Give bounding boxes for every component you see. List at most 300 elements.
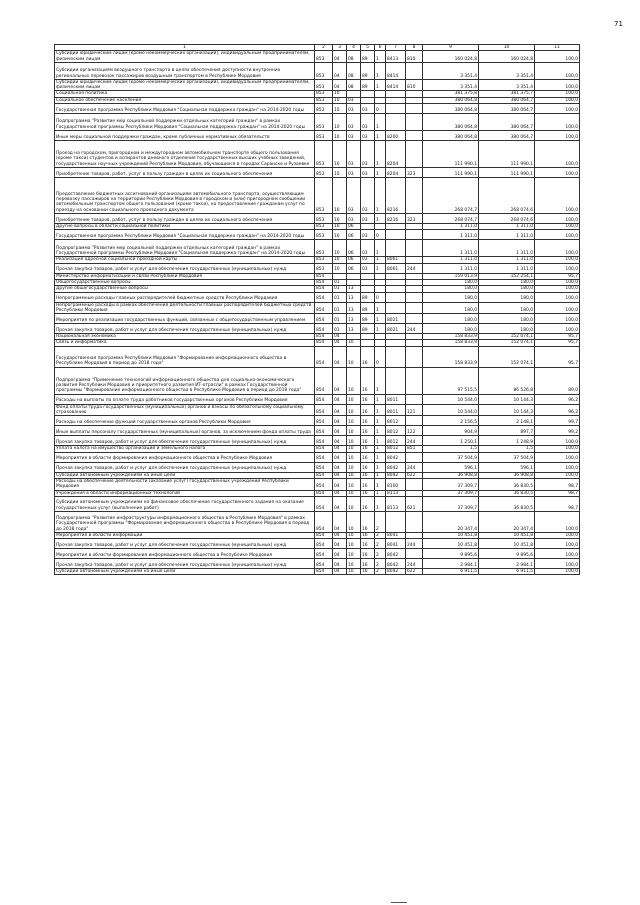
row-value-cell: 853 — [315, 257, 333, 263]
row-value-cell: 380 064,7 — [479, 104, 535, 114]
row-value-cell: 100,0 — [535, 279, 580, 285]
row-name-cell: Непрограммные расходы в рамках обеспечения деятельности главных распорядителей бюджетных средств Республики Мордовия — [55, 302, 315, 314]
row-value-cell: 158 833,9 — [423, 346, 479, 367]
column-header: 8 — [406, 45, 423, 51]
row-value-cell: 853 — [315, 62, 333, 79]
row-value-cell: 98,7 — [535, 478, 580, 490]
row-name-cell: Подпрограмма "Применение технологий информационного общества для социально-экономического развития Республики Мордовия и приоритетного развития ИТ-отрасли" в рамках Государственной программы "Формирование информационного общества в Республике Мордовия в период до 2018 года" — [55, 367, 315, 394]
row-value-cell — [406, 367, 423, 394]
row-value-cell: 100,0 — [535, 141, 580, 168]
column-header: 4 — [347, 45, 361, 51]
row-value-cell: 8042 — [386, 452, 406, 462]
row-value-cell: 8061 — [386, 263, 406, 273]
row-value-cell: 100,0 — [535, 230, 580, 240]
row-name-cell: Прочая закупка товаров, работ и услуг для обеспечения государственных (муниципальных) нужд — [55, 559, 315, 569]
row-value-cell: 8012 — [386, 436, 406, 446]
row-value-cell: 3 351,4 — [479, 62, 535, 79]
column-header: 5 — [361, 45, 375, 51]
row-name-cell: Связь и информатика — [55, 340, 315, 346]
table-row — [55, 559, 580, 569]
row-value-cell: 1 311,0 — [479, 240, 535, 257]
row-name-cell: Прочая закупка товаров, работ и услуг для обеспечения государственных (муниципальных) нужд — [55, 539, 315, 549]
row-value-cell: 244 — [406, 462, 423, 472]
row-value-cell: 01 — [333, 302, 347, 314]
row-name-cell: Иные выплаты персоналу государственных (муниципальных) органов, за исключением фонда оплаты труда — [55, 426, 315, 436]
row-value-cell: 854 — [315, 559, 333, 569]
table-row — [55, 416, 580, 426]
row-value-cell: 854 — [315, 549, 333, 559]
row-value-cell: 380 064,7 — [479, 114, 535, 131]
row-value-cell: 380 064,8 — [423, 131, 479, 141]
row-value-cell: 854 — [315, 286, 333, 292]
row-value-cell: 04 — [333, 394, 347, 404]
row-value-cell: 1 311,0 — [423, 230, 479, 240]
row-value-cell: 1 — [375, 452, 386, 462]
row-value-cell: 36 830,5 — [479, 478, 535, 490]
row-value-cell: 381 375,8 — [423, 91, 479, 97]
row-value-cell: 04 — [333, 79, 347, 91]
row-value-cell: 152 074,1 — [479, 334, 535, 340]
row-name-cell: Министерство информатизации и связи Республики Мордовия — [55, 273, 315, 279]
row-value-cell: 244 — [406, 263, 423, 273]
row-value-cell: 854 — [315, 346, 333, 367]
row-name-cell: Учреждения в области информационных технологий — [55, 490, 315, 496]
row-value-cell: 03 — [361, 230, 375, 240]
row-value-cell: 89 — [361, 51, 375, 63]
row-name-cell: Приобретение товаров, работ, услуг в пользу граждан в целях их социального обеспечения — [55, 168, 315, 178]
row-value-cell: 1 — [375, 446, 386, 452]
row-value-cell: 8041 — [386, 539, 406, 549]
row-value-cell: 08 — [347, 62, 361, 79]
row-value-cell: 13 — [347, 292, 361, 302]
row-value-cell: 16 — [361, 539, 375, 549]
row-value-cell: 98,7 — [535, 490, 580, 496]
row-value-cell: 8200 — [386, 131, 406, 141]
row-value-cell: 13 — [347, 302, 361, 314]
row-value-cell: 854 — [315, 302, 333, 314]
row-value-cell: 100,0 — [535, 114, 580, 131]
row-value-cell — [406, 240, 423, 257]
row-value-cell: 596,1 — [479, 462, 535, 472]
row-value-cell: 03 — [361, 168, 375, 178]
row-value-cell: 1 — [375, 436, 386, 446]
row-value-cell: 100,0 — [535, 462, 580, 472]
row-value-cell: 268 074,7 — [423, 178, 479, 214]
row-value-cell: 36 830,5 — [479, 490, 535, 496]
row-value-cell: 180,0 — [423, 286, 479, 292]
row-value-cell: 100,0 — [535, 452, 580, 462]
row-value-cell: 1 — [375, 131, 386, 141]
row-value-cell: 04 — [333, 62, 347, 79]
page-number: 71 — [614, 20, 623, 28]
row-name-cell: Мероприятия в области формирования информационного общества в Республике Мордовия — [55, 549, 315, 559]
row-name-cell: Подпрограмма "Развитие мер социальной поддержки отдельных категорий граждан" в рамках Государственной программы Республики Мордовия "Социальная поддержка граждан" на 2014-2020 годы — [55, 240, 315, 257]
row-value-cell: 3 351,4 — [479, 79, 535, 91]
row-value-cell: 10 — [333, 97, 347, 103]
row-value-cell — [406, 511, 423, 532]
row-value-cell: 152 074,1 — [479, 340, 535, 346]
row-value-cell: 1 — [375, 51, 386, 63]
row-value-cell: 8216 — [386, 178, 406, 214]
row-value-cell: 10 544,0 — [423, 394, 479, 404]
row-value-cell: 16 — [361, 416, 375, 426]
row-value-cell: 100,0 — [535, 51, 580, 63]
row-value-cell — [386, 114, 406, 131]
row-value-cell — [406, 416, 423, 426]
row-name-cell: Прочая закупка товаров, работ и услуг для обеспечения государственных (муниципальных) нужд — [55, 324, 315, 334]
row-value-cell: 100,0 — [535, 559, 580, 569]
row-value-cell: 244 — [406, 539, 423, 549]
row-value-cell: 2 — [375, 549, 386, 559]
row-value-cell: 10 — [347, 478, 361, 490]
row-value-cell: 160 024,8 — [479, 51, 535, 63]
table-row — [55, 230, 580, 240]
row-name-cell: Мероприятия по реализации государственных функций, связанных с общегосударственным управлением — [55, 314, 315, 324]
row-value-cell: 8042 — [386, 569, 406, 575]
row-value-cell: 1 — [375, 367, 386, 394]
row-value-cell: 8012 — [386, 416, 406, 426]
row-value-cell — [386, 302, 406, 314]
row-value-cell — [386, 346, 406, 367]
row-value-cell: 100,0 — [535, 292, 580, 302]
row-value-cell: 1,5 — [423, 446, 479, 452]
row-value-cell: 3 351,4 — [423, 62, 479, 79]
row-value-cell: 1 — [375, 394, 386, 404]
row-value-cell: 01 — [333, 286, 347, 292]
row-name-cell: Прочая закупка товаров, работ и услуг для обеспечения государственных (муниципальных) нужд — [55, 263, 315, 273]
row-value-cell: 2 — [375, 559, 386, 569]
row-value-cell: 13 — [347, 314, 361, 324]
row-value-cell: 853 — [315, 114, 333, 131]
row-value-cell: 10 — [347, 569, 361, 575]
row-value-cell: 36 908,8 — [479, 472, 535, 478]
row-value-cell: 04 — [333, 559, 347, 569]
row-value-cell: 1 — [375, 141, 386, 168]
row-value-cell: 16 — [361, 367, 375, 394]
row-value-cell: 854 — [315, 404, 333, 416]
row-value-cell: 10 — [347, 496, 361, 511]
row-value-cell: 180,0 — [479, 286, 535, 292]
row-value-cell: 1 — [375, 426, 386, 436]
row-value-cell: 180,0 — [423, 302, 479, 314]
row-value-cell: 111 990,1 — [479, 141, 535, 168]
row-value-cell: 01 — [333, 292, 347, 302]
row-value-cell: 111 990,1 — [423, 141, 479, 168]
row-value-cell: 854 — [315, 436, 333, 446]
row-value-cell: 1 — [375, 496, 386, 511]
column-header: 1 — [55, 45, 315, 51]
row-value-cell: 0 — [375, 346, 386, 367]
row-value-cell: 03 — [347, 178, 361, 214]
row-value-cell: 89 — [361, 314, 375, 324]
row-value-cell: 16 — [361, 472, 375, 478]
row-value-cell: 10 — [347, 462, 361, 472]
row-value-cell: 8113 — [386, 490, 406, 496]
row-value-cell — [406, 131, 423, 141]
row-value-cell: 152 254,1 — [479, 273, 535, 279]
row-value-cell: 1 — [375, 62, 386, 79]
row-value-cell: 180,0 — [423, 279, 479, 285]
table-row — [55, 292, 580, 302]
row-value-cell: 596,1 — [423, 462, 479, 472]
table-row — [55, 452, 580, 462]
row-value-cell: 06 — [347, 263, 361, 273]
row-value-cell: 37 504,9 — [479, 452, 535, 462]
row-value-cell: 10 — [333, 168, 347, 178]
row-value-cell: 03 — [347, 131, 361, 141]
row-value-cell: 10 — [347, 346, 361, 367]
row-value-cell: 854 — [315, 416, 333, 426]
row-value-cell: 1 — [375, 478, 386, 490]
row-value-cell: 158 833,9 — [423, 340, 479, 346]
row-value-cell: 100,0 — [535, 97, 580, 103]
row-value-cell: 86 526,8 — [479, 367, 535, 394]
row-value-cell: 380 064,8 — [423, 97, 479, 103]
row-value-cell: 37 504,9 — [423, 452, 479, 462]
row-value-cell: 8042 — [386, 472, 406, 478]
row-value-cell: 10 144,3 — [479, 404, 535, 416]
row-value-cell — [386, 367, 406, 394]
row-value-cell: 158 833,9 — [423, 334, 479, 340]
row-value-cell: 03 — [361, 104, 375, 114]
row-value-cell: 244 — [406, 559, 423, 569]
row-value-cell: 96,2 — [535, 394, 580, 404]
row-value-cell: 100,0 — [535, 91, 580, 97]
column-header: 7 — [386, 45, 406, 51]
row-name-cell: Субсидии автономным учреждениям на иные цели — [55, 472, 315, 478]
table-row — [55, 178, 580, 214]
row-value-cell: 36 908,8 — [423, 472, 479, 478]
row-value-cell: 381 375,7 — [479, 91, 535, 97]
row-value-cell — [386, 240, 406, 257]
row-value-cell: 8011 — [386, 394, 406, 404]
column-header: 10 — [479, 45, 535, 51]
row-value-cell: 10 — [333, 230, 347, 240]
row-value-cell: 16 — [361, 496, 375, 511]
row-value-cell: 1 — [375, 472, 386, 478]
row-value-cell: 9 895,6 — [479, 549, 535, 559]
row-value-cell: 13 — [347, 324, 361, 334]
budget-table-container — [54, 44, 579, 575]
row-name-cell: Приобретение товаров, работ, услуг в пользу граждан в целях их социального обеспечения — [55, 214, 315, 224]
table-row — [55, 62, 580, 79]
row-value-cell: 160 024,8 — [423, 51, 479, 63]
row-value-cell — [406, 230, 423, 240]
row-value-cell: 1 311,0 — [423, 224, 479, 230]
row-value-cell: 6 911,5 — [423, 569, 479, 575]
row-value-cell: 100,0 — [535, 168, 580, 178]
row-name-cell: Реализация адресной социальной проездной карты — [55, 257, 315, 263]
row-value-cell: 621 — [406, 496, 423, 511]
row-value-cell: 04 — [333, 532, 347, 538]
row-name-cell: Расходы на обеспечение функций государственных органов Республики Мордовия — [55, 416, 315, 426]
table-row — [55, 394, 580, 404]
row-value-cell: 1 311,0 — [479, 230, 535, 240]
row-value-cell: 100,0 — [535, 472, 580, 478]
row-value-cell: 04 — [333, 436, 347, 446]
row-value-cell: 10 — [347, 426, 361, 436]
table-row — [55, 263, 580, 273]
row-name-cell: Субсидии юридическим лицам (кроме некоммерческих организаций), индивидуальным предпринимателям, физическим лицам — [55, 79, 315, 91]
row-value-cell: 111 990,1 — [423, 168, 479, 178]
row-value-cell: 854 — [315, 314, 333, 324]
table-row — [55, 168, 580, 178]
row-value-cell: 16 — [361, 478, 375, 490]
row-value-cell: 810 — [406, 51, 423, 63]
row-value-cell: 16 — [361, 462, 375, 472]
row-name-cell: Государственная программа Республики Мордовия "Социальная поддержка граждан" на 2014-2020 годы — [55, 230, 315, 240]
row-name-cell: Расходы на обеспечение деятельности (оказание услуг) государственных учреждений Республики Мордовия — [55, 478, 315, 490]
row-value-cell — [406, 452, 423, 462]
row-name-cell: Непрограммные расходы главных распорядителей бюджетных средств Республики Мордовия — [55, 292, 315, 302]
row-value-cell: 04 — [333, 472, 347, 478]
row-name-cell: Прочая закупка товаров, работ и услуг для обеспечения государственных (муниципальных) нужд — [55, 436, 315, 446]
row-value-cell: 0 — [375, 104, 386, 114]
row-value-cell: 10 451,8 — [423, 539, 479, 549]
row-value-cell — [406, 314, 423, 324]
row-value-cell — [406, 346, 423, 367]
budget-table — [54, 44, 580, 575]
row-value-cell: 854 — [315, 532, 333, 538]
row-name-cell: Общегосударственные вопросы — [55, 279, 315, 285]
row-value-cell: 851 — [406, 446, 423, 452]
row-value-cell: 1 — [375, 114, 386, 131]
table-row — [55, 426, 580, 436]
row-value-cell: 89 — [361, 292, 375, 302]
row-value-cell: 8216 — [386, 214, 406, 224]
row-value-cell: 16 — [361, 394, 375, 404]
row-value-cell: 180,0 — [479, 324, 535, 334]
row-value-cell: 8113 — [386, 496, 406, 511]
row-value-cell: 853 — [315, 224, 333, 230]
row-value-cell: 37 309,7 — [423, 496, 479, 511]
row-value-cell: 1 248,9 — [479, 436, 535, 446]
row-value-cell: 180,0 — [479, 292, 535, 302]
row-value-cell: 2 — [375, 511, 386, 532]
row-value-cell: 380 064,8 — [423, 104, 479, 114]
row-value-cell: 180,0 — [479, 302, 535, 314]
row-value-cell: 854 — [315, 367, 333, 394]
table-row — [55, 214, 580, 224]
row-value-cell: 1 — [375, 178, 386, 214]
row-value-cell: 08 — [347, 79, 361, 91]
row-value-cell: 10 — [333, 114, 347, 131]
row-value-cell: 100,0 — [535, 532, 580, 538]
row-value-cell: 100,0 — [535, 549, 580, 559]
row-value-cell: 04 — [333, 549, 347, 559]
row-value-cell: 04 — [333, 446, 347, 452]
row-value-cell: 100,0 — [535, 62, 580, 79]
row-value-cell: 04 — [333, 511, 347, 532]
row-value-cell: 1 — [375, 263, 386, 273]
row-value-cell — [406, 478, 423, 490]
row-value-cell: 1 — [375, 79, 386, 91]
row-name-cell: Субсидии автономным учреждениям на иные цели — [55, 569, 315, 575]
row-value-cell: 03 — [361, 257, 375, 263]
row-value-cell: 95,7 — [535, 346, 580, 367]
row-value-cell: 04 — [333, 478, 347, 490]
row-value-cell: 16 — [361, 436, 375, 446]
row-value-cell: 1 311,0 — [479, 224, 535, 230]
table-row — [55, 51, 580, 63]
row-value-cell: 854 — [315, 292, 333, 302]
row-value-cell: 03 — [361, 131, 375, 141]
row-value-cell: 04 — [333, 334, 347, 340]
row-value-cell: 100,0 — [535, 511, 580, 532]
row-value-cell: 20 347,4 — [479, 511, 535, 532]
column-header: 11 — [535, 45, 580, 51]
row-value-cell: 89 — [361, 62, 375, 79]
row-value-cell: 16 — [361, 532, 375, 538]
row-value-cell: 10 — [333, 131, 347, 141]
row-value-cell: 95,7 — [535, 340, 580, 346]
footer-mark — [391, 902, 407, 903]
row-value-cell: 99,7 — [535, 416, 580, 426]
row-value-cell: 97 515,5 — [423, 367, 479, 394]
row-value-cell: 1 250,1 — [423, 436, 479, 446]
row-value-cell: 03 — [347, 141, 361, 168]
row-name-cell: Подпрограмма "Развитие инфраструктуры информационного общества в Республике Мордовия" в рамках Государственной программы "Формирование информационного общества в Республике Мордовия в период до 2018 года" — [55, 511, 315, 532]
row-value-cell: 854 — [315, 340, 333, 346]
row-value-cell: 03 — [361, 114, 375, 131]
row-value-cell: 152 074,1 — [479, 346, 535, 367]
row-value-cell: 10 — [333, 257, 347, 263]
row-value-cell: 95,7 — [535, 273, 580, 279]
row-value-cell: 853 — [315, 230, 333, 240]
table-row — [55, 104, 580, 114]
row-value-cell: 04 — [333, 452, 347, 462]
row-value-cell: 1 — [375, 404, 386, 416]
row-value-cell: 10 — [347, 549, 361, 559]
row-value-cell: 10 — [333, 263, 347, 273]
row-name-cell: Уплата налога на имущество организаций и земельного налога — [55, 446, 315, 452]
row-value-cell: 16 — [361, 346, 375, 367]
row-value-cell: 853 — [315, 51, 333, 63]
row-value-cell: 180,0 — [423, 314, 479, 324]
row-value-cell: 04 — [333, 426, 347, 436]
row-value-cell — [406, 141, 423, 168]
table-row — [55, 302, 580, 314]
row-name-cell: Мероприятия в области формирования информационного общества в Республике Мордовия — [55, 452, 315, 462]
row-value-cell: 100,0 — [535, 263, 580, 273]
row-value-cell: 1 — [375, 240, 386, 257]
row-value-cell: 854 — [315, 446, 333, 452]
row-value-cell: 2 984,1 — [423, 559, 479, 569]
row-name-cell: Другие вопросы в области социальной политики — [55, 224, 315, 230]
row-value-cell: 1 — [375, 214, 386, 224]
row-value-cell — [406, 104, 423, 114]
row-value-cell: 0 — [375, 292, 386, 302]
row-value-cell: 244 — [406, 436, 423, 446]
table-row — [55, 511, 580, 532]
row-value-cell: 04 — [333, 367, 347, 394]
row-name-cell: Субсидии автономным учреждениям на финансовое обеспечение государственного задания на оказание государственных услуг (выполнение работ) — [55, 496, 315, 511]
table-row — [55, 114, 580, 131]
row-value-cell: 1 311,0 — [479, 257, 535, 263]
row-value-cell: 89,0 — [535, 367, 580, 394]
row-value-cell — [406, 302, 423, 314]
row-value-cell: 854 — [315, 452, 333, 462]
row-value-cell: 04 — [333, 340, 347, 346]
row-value-cell: 10 — [347, 539, 361, 549]
row-value-cell: 1,5 — [479, 446, 535, 452]
row-value-cell: 100,0 — [535, 539, 580, 549]
row-value-cell: 99,2 — [535, 426, 580, 436]
row-value-cell: 8042 — [386, 549, 406, 559]
row-value-cell: 1 — [375, 302, 386, 314]
row-value-cell: 04 — [333, 496, 347, 511]
row-value-cell: 03 — [361, 263, 375, 273]
